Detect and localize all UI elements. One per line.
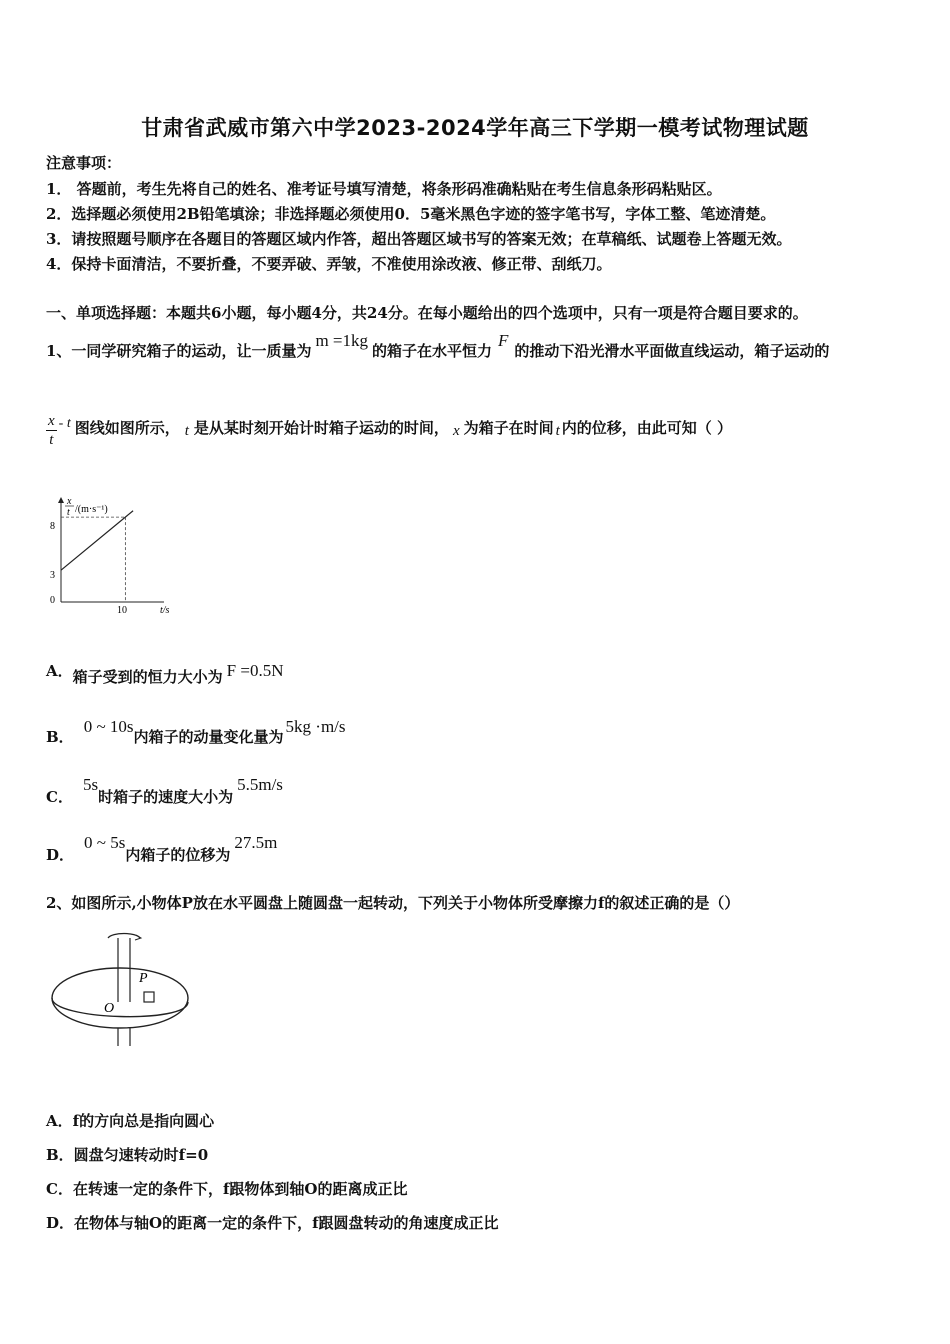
option-math: 0 ~ 10s xyxy=(83,717,134,736)
series-line xyxy=(61,511,133,570)
q1-xt-graph xyxy=(44,492,194,622)
q2-option-c[interactable]: C．在转速一定的条件下，f跟物体到轴O的距离成正比 xyxy=(46,1180,408,1198)
q1-stem-line2 xyxy=(46,412,732,449)
q1-text: 的推动下沿光滑水平面做直线运动，箱子运动的 xyxy=(514,342,830,360)
t-symbol: t xyxy=(555,422,560,439)
frac-tail: - t xyxy=(58,415,71,431)
disk-top xyxy=(52,968,188,1028)
rotation-arrow-icon xyxy=(108,934,140,939)
y-tick-label: 3 xyxy=(50,570,55,581)
ylabel-unit: /(m·s⁻¹) xyxy=(75,504,108,515)
object-p xyxy=(144,992,154,1002)
q2-option-a[interactable]: A．f的方向总是指向圆心 xyxy=(46,1112,215,1130)
q1-option-a[interactable] xyxy=(46,660,284,686)
notice-item: 3．请按照题号顺序在各题目的答题区域内作答，超出答题区域书写的答案无效；在草稿纸、试题卷上答题无效。 xyxy=(46,230,792,248)
option-text: 内箱子的动量变化量为 xyxy=(133,728,284,746)
y-axis-label xyxy=(65,496,108,518)
section-heading: 一、单项选择题：本题共6小题，每小题4分，共24分。在每小题给出的四个选项中，只有一项是符合题目要求的。 xyxy=(46,304,808,322)
q1-text: 内的位移，由此可知（ ） xyxy=(561,418,733,437)
q1-text: 是从某时刻开始计时箱子运动的时间， xyxy=(193,418,449,437)
frac-denominator: t xyxy=(49,432,54,448)
option-text: 时箱子的速度大小为 xyxy=(98,788,234,806)
x-axis-label: t/s xyxy=(160,605,170,616)
option-math: 5s xyxy=(82,775,99,794)
option-text: 箱子受到的恒力大小为 xyxy=(72,668,223,686)
option-math: 5.5m/s xyxy=(237,775,283,794)
ylabel-numerator: x xyxy=(67,496,72,507)
option-letter: B． xyxy=(46,728,74,746)
y-tick-label: 8 xyxy=(50,521,55,532)
x-tick-label: 10 xyxy=(117,605,127,616)
q1-mass: m =1kg xyxy=(315,331,369,350)
q1-option-b[interactable] xyxy=(46,716,346,746)
option-math: 27.5m xyxy=(234,833,278,852)
q1-force-symbol: F xyxy=(498,331,509,350)
frac-numerator: x xyxy=(48,413,55,429)
label-o: O xyxy=(104,1001,115,1016)
q1-option-c[interactable] xyxy=(46,774,283,806)
notice-item: 4．保持卡面清洁，不要折叠，不要弄破、弄皱，不准使用涂改液、修正带、刮纸刀。 xyxy=(46,255,612,273)
q1-text: 图线如图所示， xyxy=(74,418,180,437)
q1-text: 1、一同学研究箱子的运动，让一质量为 xyxy=(46,342,312,360)
q1-text: 为箱子在时间 xyxy=(463,418,554,437)
option-text: 内箱子的位移为 xyxy=(125,846,231,864)
option-letter: C． xyxy=(46,788,73,806)
q2-stem: 2、如图所示,小物体P放在水平圆盘上随圆盘一起转动，下列关于小物体所受摩擦力f的叙述正确的是（） xyxy=(46,894,740,912)
x-symbol: x xyxy=(452,422,460,439)
q1-stem-line1 xyxy=(46,331,830,361)
option-letter: D． xyxy=(46,846,75,864)
option-letter: A． xyxy=(46,662,73,680)
q1-text: 的箱子在水平恒力 xyxy=(372,342,493,360)
q1-option-d[interactable] xyxy=(46,832,278,864)
notice-heading: 注意事项： xyxy=(46,154,122,172)
y-tick-label: 0 xyxy=(50,595,55,606)
notice-item: 2．选择题必须使用2B铅笔填涂；非选择题必须使用0．5毫米黑色字迹的签字笔书写，字体工整、笔迹清楚。 xyxy=(46,205,776,223)
option-math: F =0.5N xyxy=(226,661,284,680)
rotating-disk-figure xyxy=(50,930,200,1050)
q2-option-d[interactable]: D．在物体与轴O的距离一定的条件下，f跟圆盘转动的角速度成正比 xyxy=(46,1214,499,1232)
q1-fraction xyxy=(46,412,57,449)
option-math: 0 ~ 5s xyxy=(84,833,126,852)
q2-option-b[interactable]: B．圆盘匀速转动时f=0 xyxy=(46,1146,209,1164)
option-math: 5kg ·m/s xyxy=(285,717,346,736)
t-symbol: t xyxy=(184,422,189,439)
page-title: 甘肃省武威市第六中学2023-2024学年高三下学期一模考试物理试题 xyxy=(141,116,809,140)
label-p: P xyxy=(139,971,148,986)
notice-item: 1． 答题前，考生先将自己的姓名、准考证号填写清楚，将条形码准确粘贴在考生信息条形码粘贴区。 xyxy=(46,180,722,198)
ylabel-denominator: t xyxy=(67,507,70,518)
